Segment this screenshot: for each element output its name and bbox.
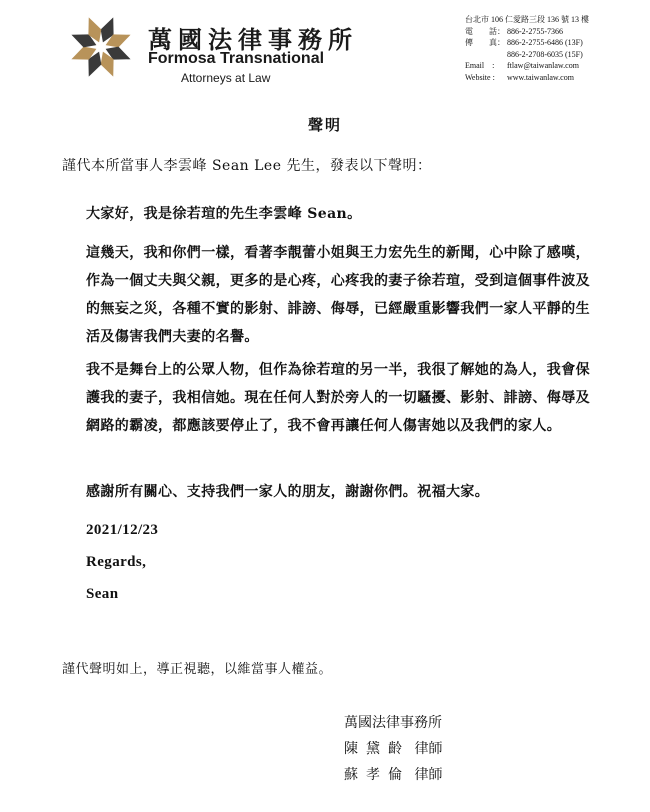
- paragraph-4: 感謝所有關心、支持我們一家人的朋友，謝謝你們。祝福大家。: [86, 484, 490, 500]
- signer-lawyer-2: 蘇孝倫 律師: [344, 767, 443, 783]
- document-title: 聲明: [307, 116, 342, 134]
- contact-website: Website : www.taiwanlaw.com: [465, 72, 574, 82]
- intro-line: 謹代本所當事人李雲峰 Sean Lee 先生，發表以下聲明：: [62, 158, 432, 174]
- contact-address: 台北市 106 仁愛路三段 136 號 13 樓: [465, 15, 589, 24]
- signer-firm: 萬國法律事務所: [344, 715, 442, 731]
- firm-name-en: Formosa Transnational: [148, 50, 325, 67]
- firm-logo-icon: [68, 14, 134, 80]
- contact-email: Email : ftlaw@taiwanlaw.com: [465, 61, 579, 71]
- signer-lawyer-1: 陳黛齡 律師: [344, 741, 443, 757]
- closing-line: 謹代聲明如上，導正視聽，以維當事人權益。: [62, 662, 333, 677]
- contact-block: [465, 14, 645, 84]
- contact-fax: 傳 真： 886-2-2755-6486 (13F): [465, 38, 583, 48]
- paragraph-1: 大家好，我是徐若瑄的先生李雲峰 Sean。: [86, 206, 362, 222]
- firm-subtitle: Attorneys at Law: [181, 71, 271, 85]
- regards-line: Regards,: [86, 554, 147, 570]
- paragraph-2: 這幾天，我和你們一樣，看著李靚蕾小姐與王力宏先生的新聞，心中除了感嘆，作為一個丈夫與父親，更多的是心疼，心疼我的妻子徐若瑄，受到這個事件波及的無妄之災，各種不實的影射、誹謗、侮辱，已經嚴重影響我們一家人平靜的生活及傷害我們夫妻的名譽。: [86, 245, 590, 345]
- signature-name: Sean: [86, 586, 119, 602]
- contact-phone: 電 話： 886-2-2755-7366: [465, 26, 563, 36]
- statement-date: 2021/12/23: [86, 522, 159, 538]
- contact-fax-2: 886-2-2708-6035 (15F): [507, 49, 583, 59]
- paragraph-3: 我不是舞台上的公眾人物，但作為徐若瑄的另一半，我很了解她的為人，我會保護我的妻子，我相信她。現在任何人對於旁人的一切騷擾、影射、誹謗、侮辱及網路的霸凌，都應該要停止了，我不會再讓任何人傷害她以及我們的家人。: [86, 362, 590, 434]
- signers-block: [344, 710, 442, 788]
- firm-name-cn: 萬國法律事務所: [148, 25, 358, 54]
